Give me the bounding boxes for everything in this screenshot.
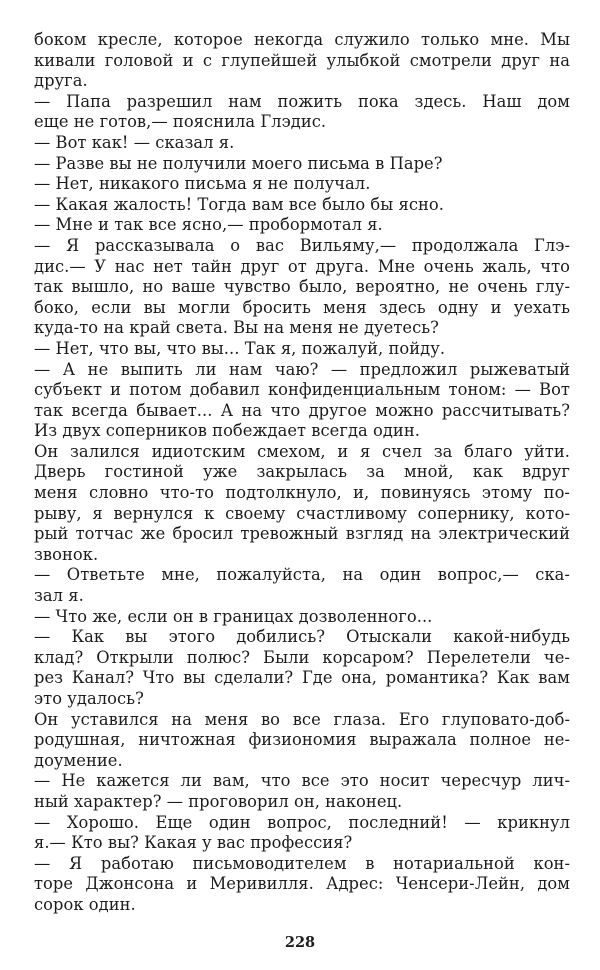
text-line: боком кресле, которое некогда служило только мне. Мы	[34, 30, 570, 49]
text-line: — Папа разрешил нам пожить пока здесь. Наш дом	[34, 91, 570, 111]
text-line: доумение.	[34, 750, 123, 770]
text-line: ный характер? — проговорил он, наконец.	[34, 791, 403, 811]
text-line: торе Джонсона и Меривилля. Адрес: Ченсери-Лейн, дом	[34, 874, 570, 894]
text-line: — Я работаю письмоводителем в нотариальной кон-	[34, 853, 570, 873]
text-line: — Вот как! — сказал я.	[34, 132, 235, 152]
text-line: — Я рассказывала о вас Вильяму,— продолжала Глэ-	[34, 235, 570, 255]
text-line: — Ответьте мне, пожалуйста, на один вопрос,— ска-	[34, 565, 570, 585]
text-line: — Какая жалость! Тогда вам все было бы ясно.	[34, 194, 444, 214]
text-line: Он залился идиотским смехом, и я счел за благо уйти.	[34, 441, 570, 461]
text-line: сорок один.	[34, 894, 136, 914]
text-line: это удалось?	[34, 689, 144, 708]
text-line: — Мне и так все ясно,— пробормотал я.	[34, 215, 383, 235]
text-line: кивали головой и с глупейшей улыбкой смотрели друг на	[34, 50, 570, 70]
text-line: я.— Кто вы? Какая у вас профессия?	[34, 833, 353, 853]
text-line: клад? Открыли полюс? Были корсаром? Перелетели че-	[34, 647, 570, 667]
text-line: дис.— У нас нет тайн друг от друга. Мне очень жаль, что	[34, 256, 570, 276]
page-text-block	[34, 30, 570, 916]
text-line: субъект и потом добавил конфиденциальным тоном: — Вот	[34, 380, 570, 400]
text-line: Он уставился на меня во все глаза. Его глуповато-доб-	[34, 709, 570, 729]
page-number: 228	[284, 934, 316, 951]
text-line: зал я.	[34, 586, 84, 606]
text-line: звонок.	[34, 544, 99, 564]
text-line: еще не готов,— пояснила Глэдис.	[34, 112, 327, 132]
text-line: рыву, я вернулся к своему счастливому сопернику, кото-	[34, 503, 570, 523]
text-line: — Нет, что вы, что вы... Так я, пожалуй, пойду.	[34, 338, 446, 358]
text-line: друга.	[34, 71, 88, 91]
text-line: так всегда бывает... А на что другое можно рассчитывать?	[34, 400, 570, 420]
text-line: — Разве вы не получили моего письма в Паре?	[34, 153, 443, 173]
text-line: родушная, ничтожная физиономия выражала полное не-	[34, 730, 570, 750]
text-line: — Как вы этого добились? Отыскали какой-нибудь	[34, 627, 570, 647]
text-line: Дверь гостиной уже закрылась за мной, как вдруг	[34, 462, 570, 482]
text-line: — Нет, никакого письма я не получал.	[34, 174, 371, 194]
text-line: рый тотчас же бросил тревожный взгляд на электрический	[34, 524, 570, 544]
text-line: — Что же, если он в границах дозволенного...	[34, 606, 433, 626]
text-line: куда-то на край света. Вы на меня не дуетесь?	[34, 318, 439, 338]
text-line: Из двух соперников побеждает всегда один.	[34, 421, 420, 441]
text-line: — Не кажется ли вам, что все это носит чересчур лич-	[34, 771, 570, 791]
text-line: боко, если вы могли бросить меня здесь одну и уехать	[34, 297, 570, 317]
text-line: меня словно что-то подтолкнуло, и, повинуясь этому по-	[34, 483, 570, 503]
text-line: — А не выпить ли нам чаю? — предложил рыжеватый	[34, 359, 570, 379]
text-line: рез Канал? Что вы сделали? Где она, романтика? Как вам	[34, 668, 570, 688]
text-line: так вышло, но ваше чувство было, вероятно, не очень глу-	[34, 277, 570, 297]
text-line: — Хорошо. Еще один вопрос, последний! — крикнул	[34, 812, 570, 832]
